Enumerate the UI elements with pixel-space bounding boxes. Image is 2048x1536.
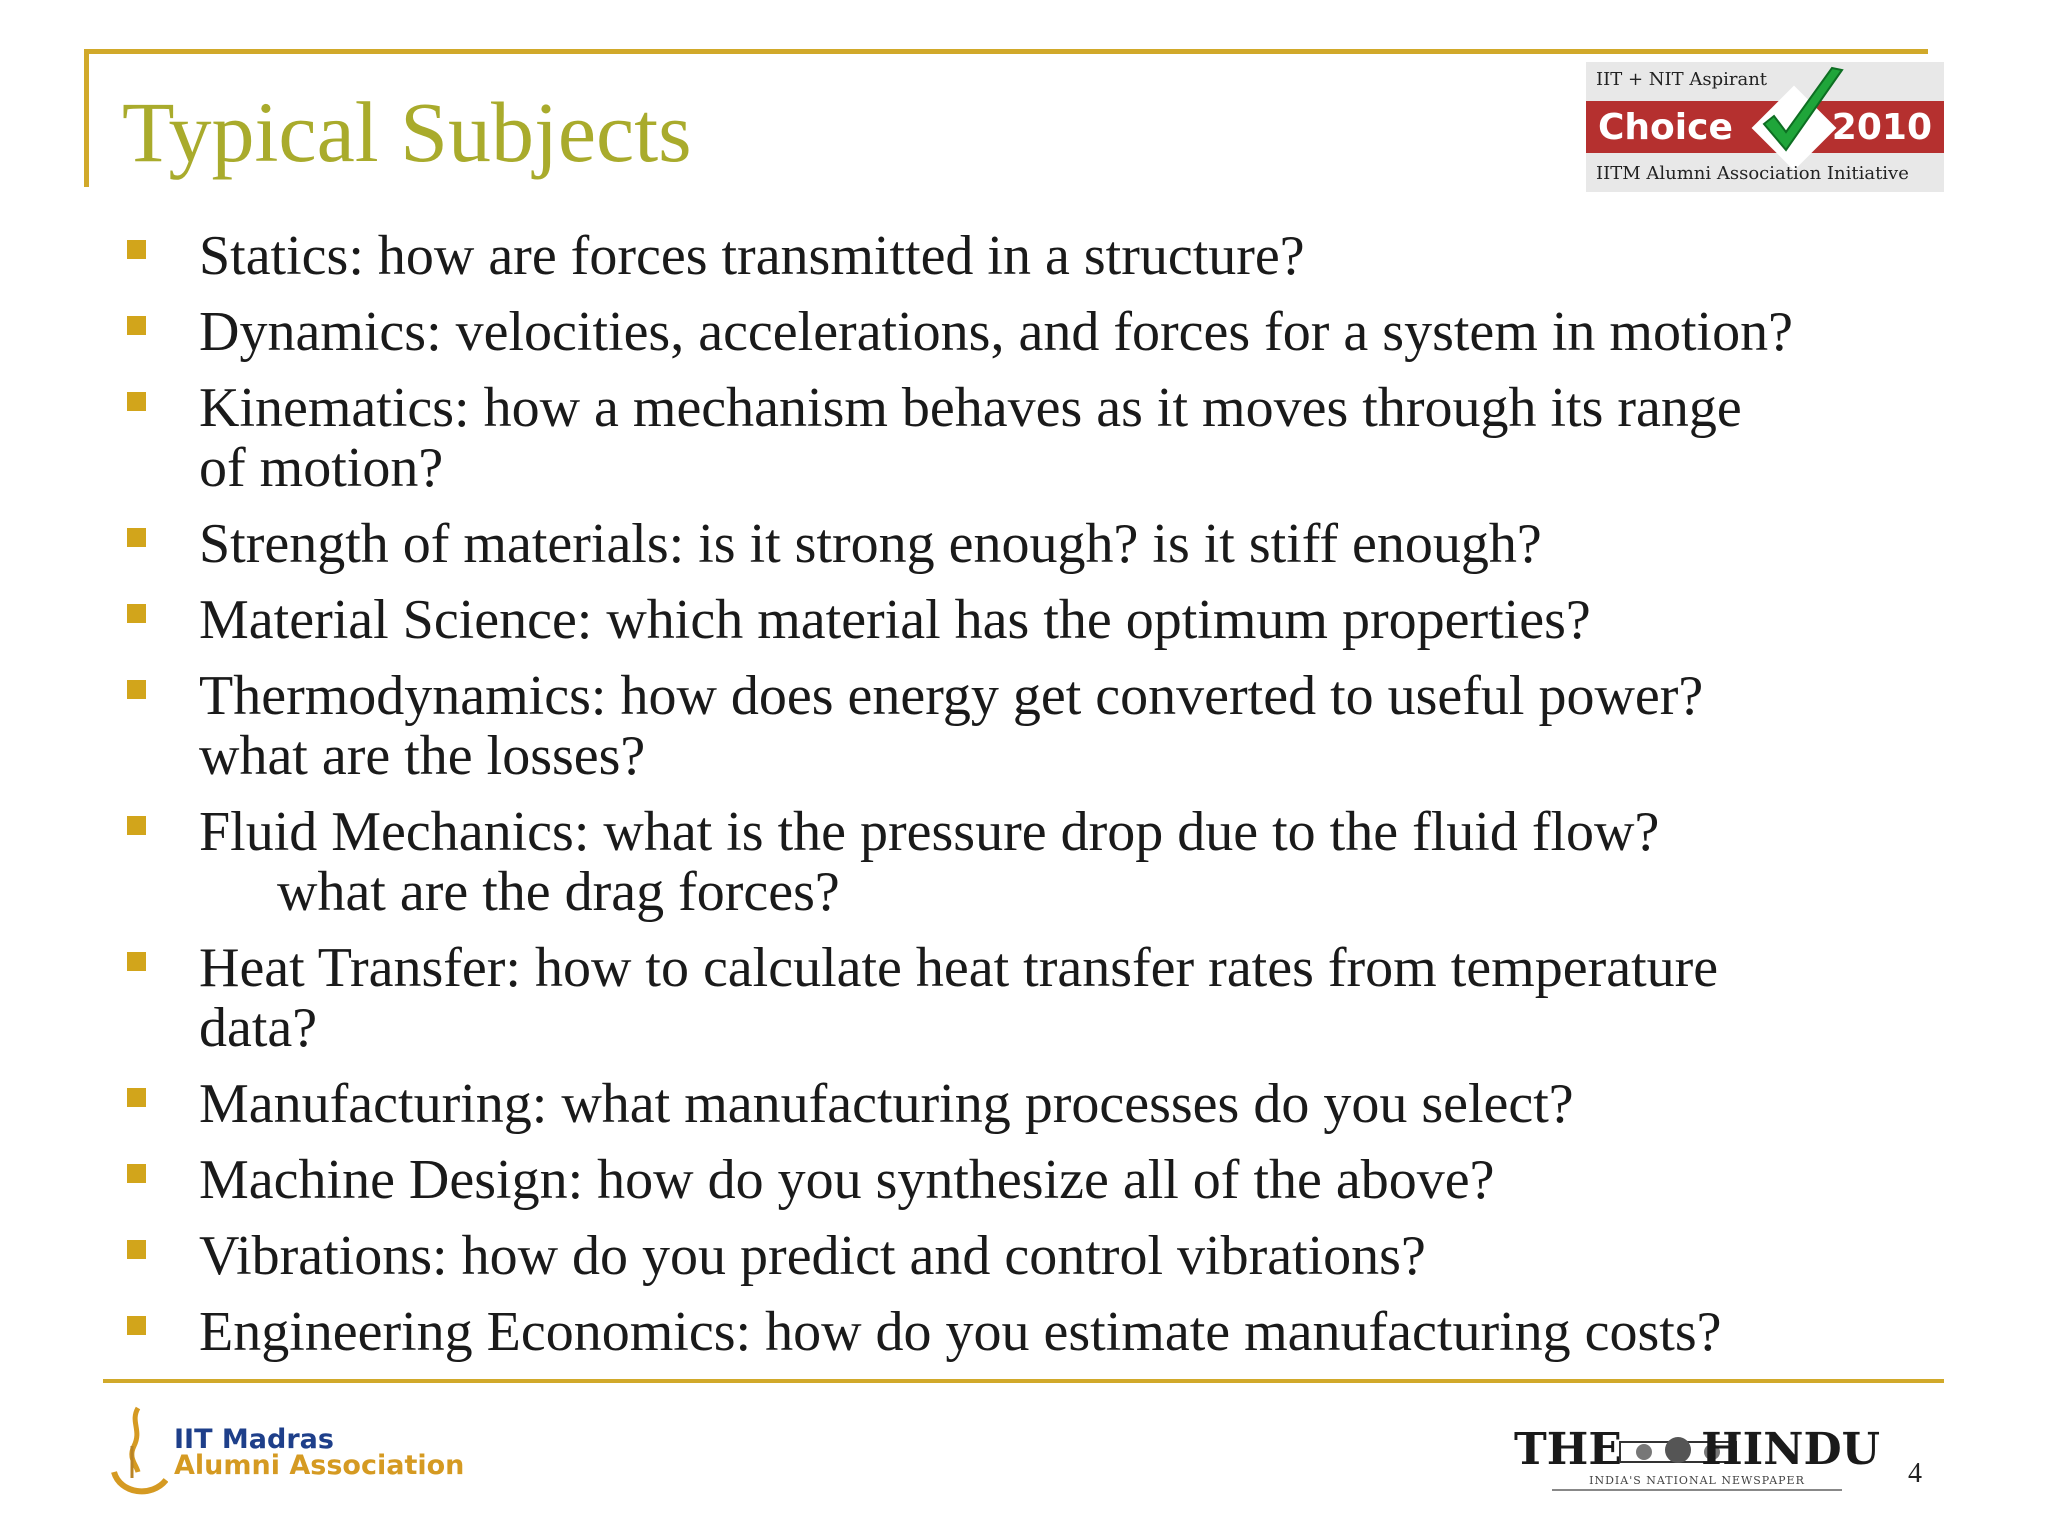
list-item [125, 302, 1925, 362]
square-bullet-icon [127, 1164, 146, 1183]
iitm-logo-line1: IIT Madras [174, 1424, 334, 1455]
square-bullet-icon [127, 1088, 146, 1107]
logo-top-text: IIT + NIT Aspirant [1596, 69, 1768, 90]
list-item [125, 378, 1925, 498]
square-bullet-icon [127, 1316, 146, 1335]
subject-bullet-list [125, 226, 1925, 1378]
list-item [125, 1302, 1925, 1362]
square-bullet-icon [127, 680, 146, 699]
bullet-text: Kinematics: how a mechanism behaves as it moves through its range [199, 377, 1742, 439]
hindu-tagline: INDIA'S NATIONAL NEWSPAPER [1589, 1474, 1805, 1487]
hindu-logo-the: THE [1514, 1424, 1622, 1475]
bullet-text: Thermodynamics: how does energy get converted to useful power? [199, 665, 1704, 727]
square-bullet-icon [127, 1240, 146, 1259]
bullet-text: Material Science: which material has the optimum properties? [199, 589, 1591, 651]
list-item [125, 226, 1925, 286]
the-hindu-logo [1514, 1426, 1880, 1492]
bullet-text-continuation: what are the losses? [199, 725, 646, 787]
bullet-text-continuation: data? [199, 997, 318, 1059]
flame-swoosh-icon [108, 1402, 168, 1502]
list-item [125, 590, 1925, 650]
list-item [125, 666, 1925, 786]
choice-2010-logo [1586, 62, 1944, 192]
square-bullet-icon [127, 392, 146, 411]
footer-rule [103, 1379, 1944, 1383]
list-item [125, 802, 1925, 922]
bullet-text: Engineering Economics: how do you estimate manufacturing costs? [199, 1301, 1722, 1363]
page-number: 4 [1908, 1458, 1922, 1489]
bullet-text: Statics: how are forces transmitted in a structure? [199, 225, 1305, 287]
bullet-text: Heat Transfer: how to calculate heat transfer rates from temperature [199, 937, 1719, 999]
square-bullet-icon [127, 240, 146, 259]
square-bullet-icon [127, 316, 146, 335]
square-bullet-icon [127, 604, 146, 623]
bullet-text: Manufacturing: what manufacturing processes do you select? [199, 1073, 1574, 1135]
bullet-text-continuation: of motion? [199, 437, 444, 499]
bullet-text-continuation: what are the drag forces? [277, 861, 840, 923]
hindu-fine-print-rule [1552, 1489, 1842, 1491]
bullet-text: Fluid Mechanics: what is the pressure drop due to the fluid flow? [199, 801, 1660, 863]
bullet-text: Vibrations: how do you predict and control vibrations? [199, 1225, 1426, 1287]
bullet-text: Machine Design: how do you synthesize all of the above? [199, 1149, 1495, 1211]
bullet-text: Dynamics: velocities, accelerations, and forces for a system in motion? [199, 301, 1793, 363]
hindu-logo-name: HINDU [1701, 1424, 1880, 1475]
list-item [125, 514, 1925, 574]
title-frame-left-rule [84, 49, 89, 187]
iitm-logo-line2: Alumni Association [174, 1450, 465, 1481]
square-bullet-icon [127, 528, 146, 547]
bullet-text: Strength of materials: is it strong enough? is it stiff enough? [199, 513, 1542, 575]
logo-year: 2010 [1831, 107, 1932, 148]
title-frame-top-rule [84, 49, 1928, 54]
iit-madras-alumni-logo [108, 1402, 468, 1502]
list-item [125, 938, 1925, 1058]
list-item [125, 1074, 1925, 1134]
slide-title: Typical Subjects [122, 84, 692, 180]
square-bullet-icon [127, 952, 146, 971]
list-item [125, 1150, 1925, 1210]
logo-choice-word: Choice [1598, 107, 1733, 148]
list-item [125, 1226, 1925, 1286]
square-bullet-icon [127, 816, 146, 835]
logo-bottom-text: IITM Alumni Association Initiative [1596, 163, 1909, 184]
